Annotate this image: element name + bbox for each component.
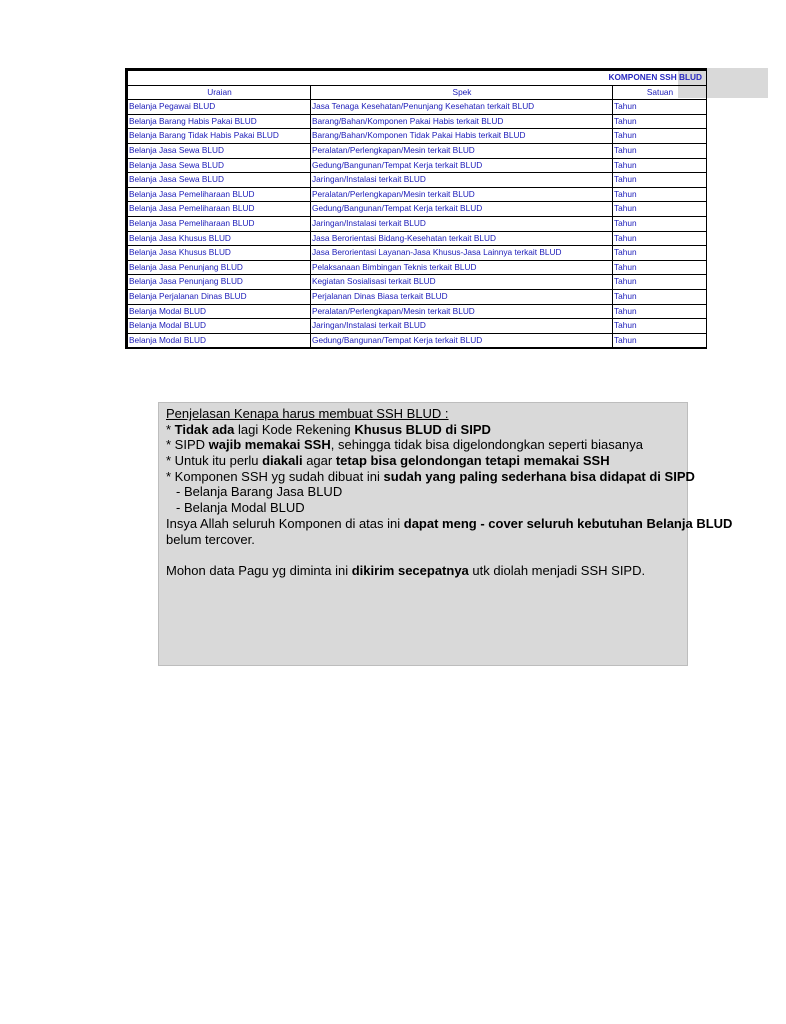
ssh-component-table [125,68,707,349]
note-text: * SIPD [166,437,209,453]
column-header-uraian: Uraian [127,85,311,100]
note-bold: Khusus BLUD di SIPD [354,421,491,437]
cell-spek[interactable]: Peralatan/Perlengkapan/Mesin terkait BLUD [311,304,613,319]
table-row [127,319,707,334]
cell-spek[interactable]: Perjalanan Dinas Biasa terkait BLUD [311,289,613,304]
cell-spek[interactable]: Kegiatan Sosialisasi terkait BLUD [311,275,613,290]
cell-spek[interactable]: Gedung/Bangunan/Tempat Kerja terkait BLUD [311,202,613,217]
cell-satuan[interactable]: Tahun [613,231,707,246]
cell-uraian[interactable]: Belanja Barang Tidak Habis Pakai BLUD [127,129,311,144]
cell-spek[interactable]: Jasa Berorientasi Layanan-Jasa Khusus-Jasa Lainnya terkait BLUD [311,246,613,261]
cell-spek[interactable]: Gedung/Bangunan/Tempat Kerja terkait BLUD [311,333,613,348]
note-text: agar [302,453,336,469]
cell-spek[interactable]: Jasa Berorientasi Bidang-Kesehatan terkait BLUD [311,231,613,246]
cell-satuan[interactable]: Tahun [613,289,707,304]
table-row [127,173,707,188]
cell-satuan[interactable]: Tahun [613,275,707,290]
note-bold: dikirim secepatnya [351,562,469,578]
table-row [127,143,707,158]
cell-uraian[interactable]: Belanja Jasa Sewa BLUD [127,143,311,158]
cell-uraian[interactable]: Belanja Jasa Khusus BLUD [127,231,311,246]
column-header-spek: Spek [311,85,613,100]
table-row [127,216,707,231]
note-line-7 [166,516,786,532]
note-heading: Penjelasan Kenapa harus membuat SSH BLUD : [166,406,449,421]
note-line-1 [166,422,786,438]
note-bold: Tidak ada [174,421,235,437]
note-text: lagi Kode Rekening [234,421,355,437]
note-line-5: - Belanja Barang Jasa BLUD [176,484,343,500]
cell-uraian[interactable]: Belanja Pegawai BLUD [127,100,311,115]
cell-satuan[interactable]: Tahun [613,187,707,202]
note-text: * Untuk itu perlu [166,453,263,469]
cell-uraian[interactable]: Belanja Modal BLUD [127,333,311,348]
cell-uraian[interactable]: Belanja Jasa Pemeliharaan BLUD [127,216,311,231]
cell-uraian[interactable]: Belanja Barang Habis Pakai BLUD [127,114,311,129]
table-row [127,231,707,246]
note-text: Insya Allah seluruh Komponen di atas ini [166,515,404,531]
table-row [127,187,707,202]
note-text: * [166,421,175,437]
cell-uraian[interactable]: Belanja Modal BLUD [127,319,311,334]
cell-uraian[interactable]: Belanja Perjalanan Dinas BLUD [127,289,311,304]
table-row [127,100,707,115]
table-row [127,260,707,275]
cell-satuan[interactable]: Tahun [613,216,707,231]
note-blank-line [166,547,786,563]
cell-satuan[interactable]: Tahun [613,246,707,261]
cell-uraian[interactable]: Belanja Modal BLUD [127,304,311,319]
note-text: * Komponen SSH yg sudah dibuat ini [166,468,384,484]
cell-spek[interactable]: Pelaksanaan Bimbingan Teknis terkait BLUD [311,260,613,275]
table-header-row [127,85,707,100]
table-row [127,289,707,304]
cell-satuan[interactable]: Tahun [613,158,707,173]
table-row [127,129,707,144]
cell-spek[interactable]: Peralatan/Perlengkapan/Mesin terkait BLUD [311,143,613,158]
note-line-9 [166,563,786,579]
note-bold: dapat meng - cover seluruh kebutuhan Belanja BLUD [403,515,733,531]
cell-satuan[interactable]: Tahun [613,304,707,319]
note-line-3 [166,453,786,469]
table-row [127,158,707,173]
cell-satuan[interactable]: Tahun [613,319,707,334]
cell-spek[interactable]: Peralatan/Perlengkapan/Mesin terkait BLUD [311,187,613,202]
note-text-area [158,402,733,666]
cell-spek[interactable]: Jaringan/Instalasi terkait BLUD [311,216,613,231]
cell-uraian[interactable]: Belanja Jasa Sewa BLUD [127,158,311,173]
table-title: KOMPONEN SSH BLUD [127,70,707,86]
cell-satuan[interactable]: Tahun [613,173,707,188]
note-line-4 [166,469,786,485]
cell-satuan[interactable]: Tahun [613,143,707,158]
cell-satuan[interactable]: Tahun [613,114,707,129]
cell-satuan[interactable]: Tahun [613,129,707,144]
table-row [127,275,707,290]
cell-spek[interactable]: Barang/Bahan/Komponen Tidak Pakai Habis terkait BLUD [311,129,613,144]
note-bold: tetap bisa gelondongan tetapi memakai SSH [335,453,610,469]
cell-uraian[interactable]: Belanja Jasa Pemeliharaan BLUD [127,187,311,202]
cell-uraian[interactable]: Belanja Jasa Sewa BLUD [127,173,311,188]
note-bold: diakali [262,453,303,469]
table-title-row [127,70,707,86]
table-row [127,304,707,319]
note-line-2 [166,437,786,453]
note-bold: wajib memakai SSH [208,437,331,453]
cell-uraian[interactable]: Belanja Jasa Penunjang BLUD [127,275,311,290]
note-text: Mohon data Pagu yg diminta ini [166,562,352,578]
cell-spek[interactable]: Jaringan/Instalasi terkait BLUD [311,173,613,188]
cell-spek[interactable]: Jaringan/Instalasi terkait BLUD [311,319,613,334]
cell-satuan[interactable]: Tahun [613,333,707,348]
note-text: utk diolah menjadi SSH SIPD. [468,562,646,578]
table-row [127,202,707,217]
spreadsheet-area [125,68,703,348]
cell-uraian[interactable]: Belanja Jasa Khusus BLUD [127,246,311,261]
column-header-satuan: Satuan [613,85,707,100]
note-line-6: - Belanja Modal BLUD [176,500,305,516]
cell-uraian[interactable]: Belanja Jasa Pemeliharaan BLUD [127,202,311,217]
note-line-8: belum tercover. [166,531,255,547]
cell-satuan[interactable]: Tahun [613,260,707,275]
table-row [127,333,707,348]
cell-satuan[interactable]: Tahun [613,202,707,217]
note-bold: sudah yang paling sederhana bisa didapat di SIPD [383,468,695,484]
cell-uraian[interactable]: Belanja Jasa Penunjang BLUD [127,260,311,275]
table-row [127,114,707,129]
note-text: , sehingga tidak bisa digelondongkan seperti biasanya [330,437,643,453]
cell-spek[interactable]: Barang/Bahan/Komponen Pakai Habis terkait BLUD [311,114,613,129]
cell-spek[interactable]: Gedung/Bangunan/Tempat Kerja terkait BLUD [311,158,613,173]
cell-satuan[interactable]: Tahun [613,100,707,115]
table-row [127,246,707,261]
cell-spek[interactable]: Jasa Tenaga Kesehatan/Penunjang Kesehatan terkait BLUD [311,100,613,115]
